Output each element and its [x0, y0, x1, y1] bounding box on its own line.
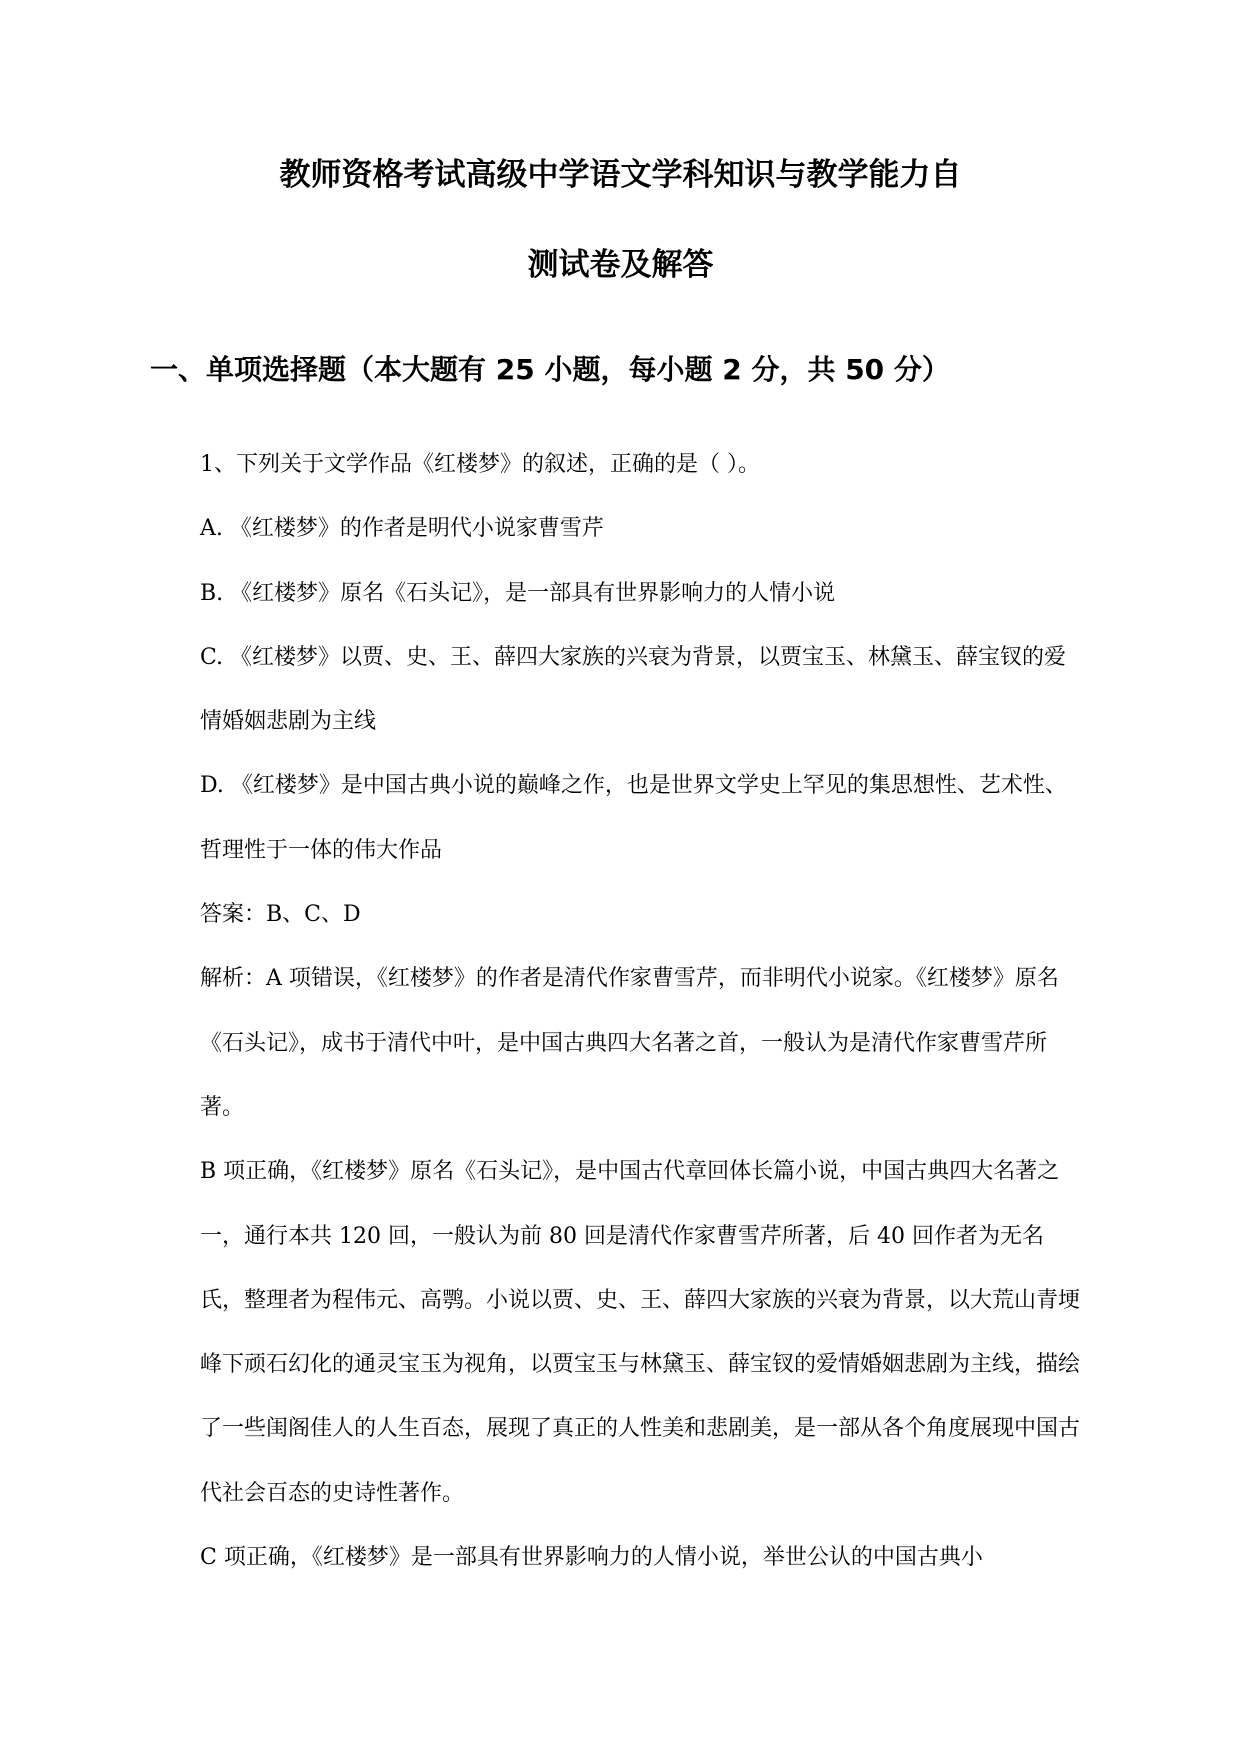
document-title-line-2: 测试卷及解答 [527, 247, 714, 283]
analysis-paragraph-1: 解析：A 项错误，《红楼梦》的作者是清代作家曹雪芹，而非明代小说家。《红楼梦》原名《石头记》，成书于清代中叶，是中国古典四大名著之首，一般认为是清代作家曹雪芹所著。 [200, 966, 1059, 1120]
option-b: B. 《红楼梦》原名《石头记》，是一部具有世界影响力的人情小说 [200, 580, 836, 606]
document-title-line-1: 教师资格考试高级中学语文学科知识与教学能力自 [279, 157, 962, 193]
question-stem: 1、下列关于文学作品《红楼梦》的叙述，正确的是（ ）。 [200, 452, 760, 477]
option-c: C. 《红楼梦》以贾、史、王、薛四大家族的兴衰为背景，以贾宝玉、林黛玉、薛宝钗的爱情婚姻悲剧为主线 [200, 644, 1067, 735]
analysis-paragraph-2: B 项正确，《红楼梦》原名《石头记》，是中国古代章回体长篇小说，中国古典四大名著之一，通行本共 120 回，一般认为前 80 回是清代作家曹雪芹所著，后 40 回作者为无名氏，整理者为程伟元、高鹗。小说以贾、史、王、薛四大家族的兴衰为背景，以大荒山青埂峰下顽石幻化的通灵宝玉为视角，以贾宝玉与林黛玉、薛宝钗的爱情婚姻悲剧为主线，描绘了一些闺阁佳人的人生百态，展现了真正的人性美和悲剧美，是一部从各个角度展现中国古代社会百态的史诗性著作。 [200, 1159, 1081, 1506]
option-a: A. 《红楼梦》的作者是明代小说家曹雪芹 [200, 516, 604, 542]
option-d: D. 《红楼梦》是中国古典小说的巅峰之作，也是世界文学史上罕见的集思想性、艺术性、哲理性于一体的伟大作品 [200, 773, 1067, 863]
answer: 答案：B、C、D [200, 902, 361, 928]
section-heading: 一、单项选择题（本大题有 25 小题，每小题 2 分，共 50 分） [150, 353, 950, 386]
question-body [200, 433, 1080, 1590]
analysis-paragraph-3: C 项正确，《红楼梦》是一部具有世界影响力的人情小说，举世公认的中国古典小 [200, 1545, 983, 1571]
